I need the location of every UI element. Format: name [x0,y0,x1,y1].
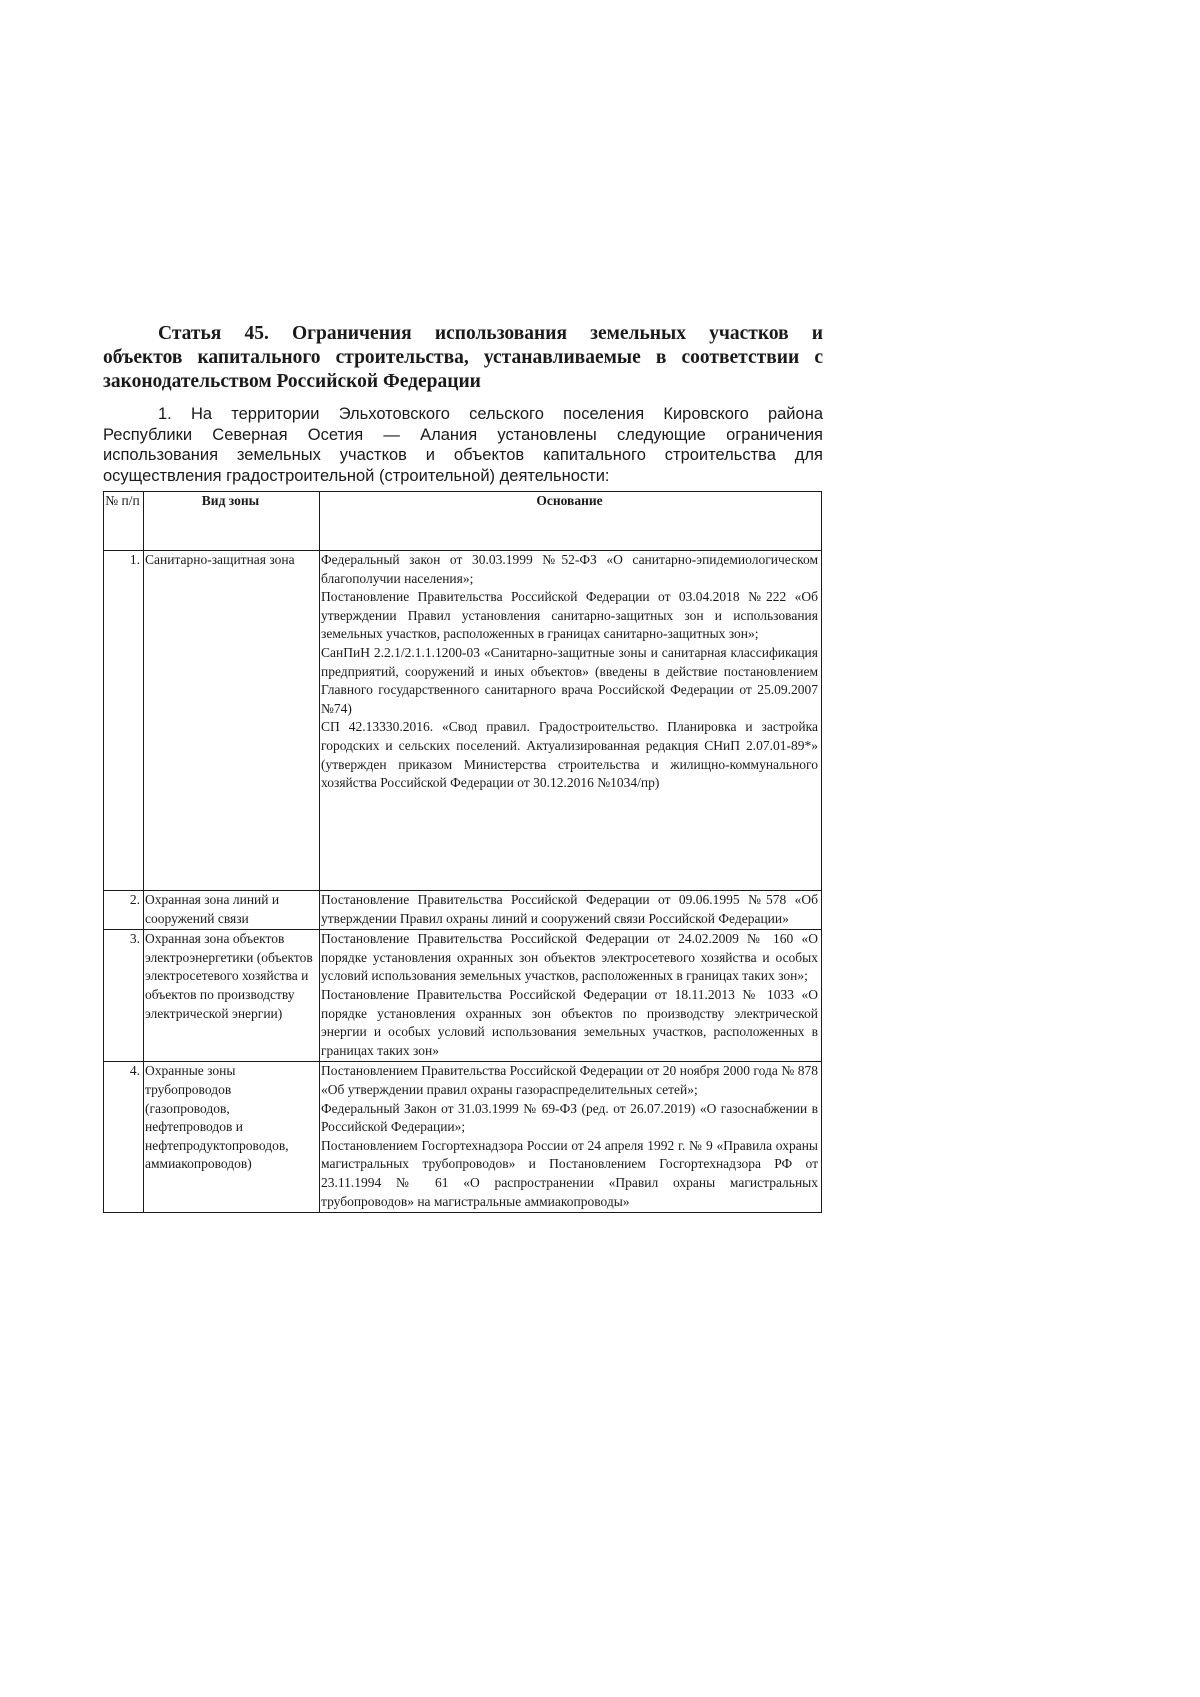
row-num: 3. [104,930,144,1062]
row-basis [320,551,822,891]
row-zone: Охранная зона линий и сооружений связи [144,891,320,930]
row-zone: Охранная зона объектов электроэнергетики (объектов электросетевого хозяйства и объектов по производству электрической энергии) [144,930,320,1062]
basis-item: Постановление Правительства Российской Федерации от 18.11.2013 № 1033 «О порядке установления охранных зон объектов по производству электрической энергии и особых условий использования земельных участков, расположенных в границах таких зон» [321,986,818,1058]
table-row [104,1062,822,1213]
article-heading-rest: объектов капитального строительства, устанавливаемые в соответствии с законодательством Российской Федерации [103,347,823,392]
header-zone: Вид зоны [144,492,320,551]
intro-line: 1. На территории Эльхотовского сельского поселения Кировского района [158,405,823,423]
restrictions-table [103,491,822,1213]
basis-item: Постановлением Госгортехнадзора России от 24 апреля 1992 г. № 9 «Правила охраны магистральных трубопроводов» и Постановлением Госгортехнадзора РФ от 23.11.1994 № 61 «О распространении «Правил охраны магистральных трубопроводов» на магистральные аммиакопроводы» [321,1137,818,1209]
intro-line: использования земельных участков и объектов капитального строительства для [103,446,823,465]
intro-line: осуществления градостроительной (строительной) деятельности: [103,466,610,485]
basis-item: СанПиН 2.2.1/2.1.1.1200-03 «Санитарно-защитные зоны и санитарная классификация предприятий, сооружений и иных объектов» (введены в действие постановлением Главного государственного санитарного врача Российской Федерации от 25.09.2007 №74) [321,644,818,716]
basis-item: Постановлением Правительства Российской Федерации от 20 ноября 2000 года № 878 «Об утверждении правил охраны газораспределительных сетей»; [321,1063,818,1097]
basis-item: Федеральный Закон от 31.03.1999 № 69-ФЗ (ред. от 26.07.2019) «О газоснабжении в Российской Федерации»; [321,1100,818,1135]
header-num: № п/п [104,492,144,551]
row-num: 1. [104,551,144,891]
table-header-row [104,492,822,551]
intro-paragraph [103,404,823,486]
row-num: 2. [104,891,144,930]
article-heading-line1: Статья 45. Ограничения использования земельных участков и [158,323,823,344]
row-basis [320,1062,822,1213]
article-heading [103,322,823,394]
basis-item: Постановление Правительства Российской Федерации от 24.02.2009 № 160 «О порядке установления охранных зон объектов электросетевого хозяйства и особых условий использования земельных участков, расположенных в границах таких зон»; [321,931,818,984]
row-zone: Охранные зоны трубопроводов (газопроводов, нефтепроводов и нефтепродуктопроводов, аммиакопроводов) [144,1062,320,1213]
row-num: 4. [104,1062,144,1213]
basis-item: Постановление Правительства Российской Федерации от 03.04.2018 №222 «Об утверждении Правил установления санитарно-защитных зон и использования земельных участков, расположенных в границах санитарно-защитных зон»; [321,589,818,642]
intro-line: Республики Северная Осетия — Алания установлены следующие ограничения [103,425,823,444]
row-basis [320,930,822,1062]
basis-item: Федеральный закон от 30.03.1999 №52-ФЗ «О санитарно-эпидемиологическом благополучии населения»; [321,552,818,586]
basis-item: Постановление Правительства Российской Федерации от 09.06.1995 №578 «Об утверждении Правил охраны линий и сооружений связи Российской Федерации» [321,892,818,926]
row-basis [320,891,822,930]
table-row [104,891,822,930]
table-row [104,930,822,1062]
table-row [104,551,822,891]
header-basis: Основание [320,492,822,551]
basis-item: СП 42.13330.2016. «Свод правил. Градостроительство. Планировка и застройка городских и сельских поселений. Актуализированная редакция СНиП 2.07.01-89*» (утвержден приказом Министерства строительства и жилищно-коммунального хозяйства Российской Федерации от 30.12.2016 №1034/пр) [321,719,818,791]
row-zone: Санитарно-защитная зона [144,551,320,891]
